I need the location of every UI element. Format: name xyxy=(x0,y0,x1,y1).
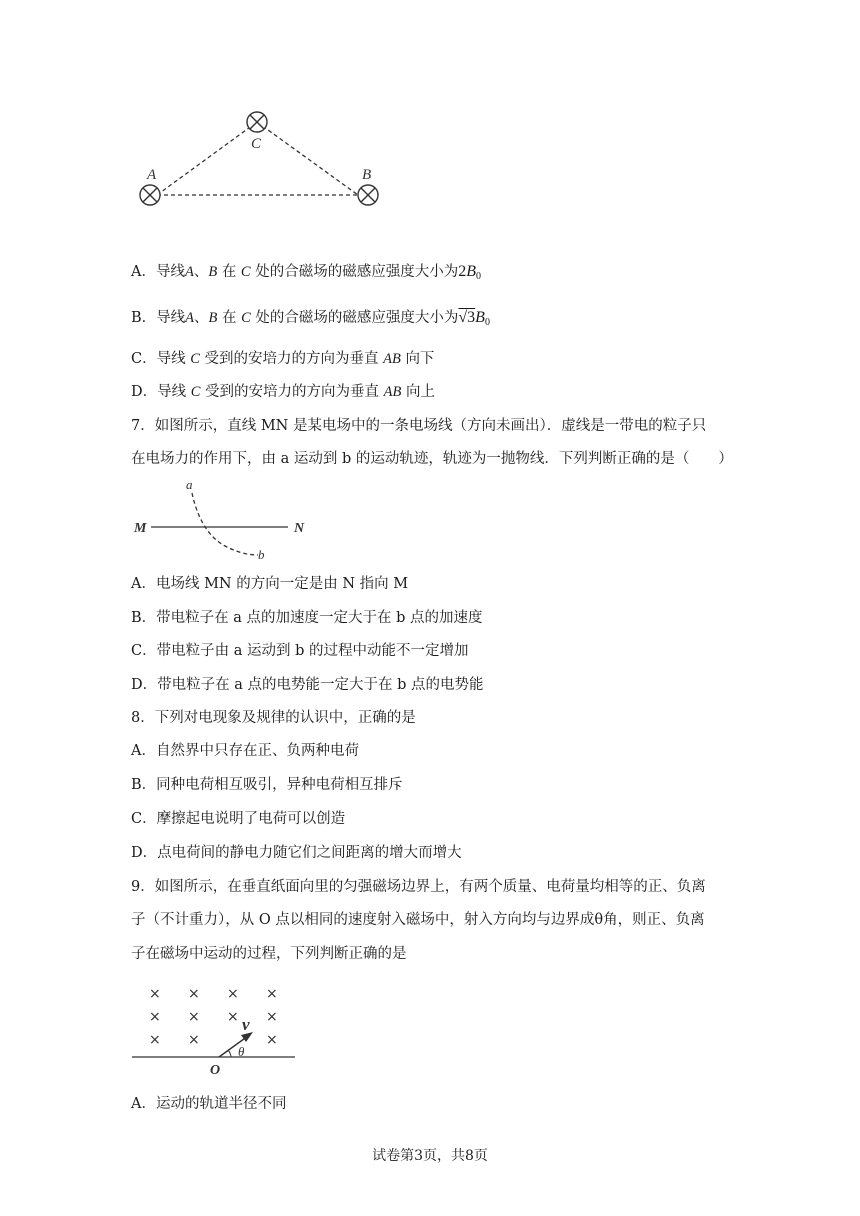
field-cross-icon: × xyxy=(149,1009,161,1025)
field-cross-icon: × xyxy=(266,1009,278,1025)
wire-b-icon xyxy=(358,185,378,205)
wires-triangle-figure xyxy=(130,100,390,220)
label-o: O xyxy=(210,1063,221,1078)
label-b: B xyxy=(362,167,372,183)
field-cross-icon: × xyxy=(227,986,239,1002)
q6-option-a: A．导线A、B 在 C 处的合磁场的磁感应强度大小为$2B_0$ xyxy=(131,263,481,282)
q7-stem-line-2: 在电场力的作用下，由 a 运动到 b 的运动轨迹，轨迹为一抛物线．下列判断正确的是（ ） xyxy=(131,451,733,467)
q7-option-b: B．带电粒子在 a 点的加速度一定大于在 b 点的加速度 xyxy=(131,610,483,626)
field-cross-icon: × xyxy=(149,1032,161,1048)
page-footer: 试卷第3页，共8页 xyxy=(372,1148,488,1164)
label-c: C xyxy=(251,136,262,152)
field-line-figure xyxy=(130,476,310,564)
q6-option-d: D．导线 C 受到的安培力的方向为垂直 AB 向上 xyxy=(131,384,435,400)
q8-option-b: B．同种电荷相互吸引，异种电荷相互排斥 xyxy=(131,777,403,793)
field-cross-icon: × xyxy=(188,986,200,1002)
q8-option-a: A．自然界中只存在正、负两种电荷 xyxy=(131,743,359,759)
q6-option-c: C．导线 C 受到的安培力的方向为垂直 AB 向下 xyxy=(131,351,435,367)
field-cross-icon: × xyxy=(149,986,161,1002)
q7-option-c: C．带电粒子由 a 运动到 b 的过程中动能不一定增加 xyxy=(131,643,469,659)
wire-a-icon xyxy=(140,185,160,205)
q8-option-d: D．点电荷间的静电力随它们之间距离的增大而增大 xyxy=(131,845,462,861)
q8-stem: 8．下列对电现象及规律的认识中，正确的是 xyxy=(131,710,416,726)
q9-stem-line-2: 子（不计重力），从 O 点以相同的速度射入磁场中，射入方向均与边界成θ角，则正、负离 xyxy=(131,912,705,928)
field-cross-icon: × xyxy=(188,1032,200,1048)
q9-stem-line-3: 子在磁场中运动的过程，下列判断正确的是 xyxy=(131,946,407,962)
field-cross-icon: × xyxy=(227,1009,239,1025)
magnetic-field-figure xyxy=(130,978,305,1078)
q6-option-b: B．导线A、B 在 C 处的合磁场的磁感应强度大小为$√3B_0$ xyxy=(131,309,490,328)
label-v: v xyxy=(242,1015,250,1034)
q9-option-a: A．运动的轨道半径不同 xyxy=(131,1096,287,1112)
label-n: N xyxy=(294,521,305,536)
q9-stem-line-1: 9．如图所示，在垂直纸面向里的匀强磁场边界上，有两个质量、电荷量均相等的正、负离 xyxy=(131,879,706,895)
label-a: A xyxy=(147,167,157,183)
label-theta: θ xyxy=(238,1044,245,1059)
q7-option-a: A．电场线 MN 的方向一定是由 N 指向 M xyxy=(131,576,409,592)
label-m: M xyxy=(134,521,147,536)
q7-stem-line-1: 7．如图所示，直线 MN 是某电场中的一条电场线（方向未画出）．虚线是一带电的粒子只 xyxy=(131,418,707,434)
label-b-point: b xyxy=(258,547,265,562)
field-cross-icon: × xyxy=(266,986,278,1002)
field-cross-icon: × xyxy=(266,1032,278,1048)
wire-c-icon xyxy=(247,112,267,132)
q8-option-c: C．摩擦起电说明了电荷可以创造 xyxy=(131,811,346,827)
label-a-point: a xyxy=(186,477,193,492)
field-cross-icon: × xyxy=(188,1009,200,1025)
q7-option-d: D．带电粒子在 a 点的电势能一定大于在 b 点的电势能 xyxy=(131,677,484,693)
